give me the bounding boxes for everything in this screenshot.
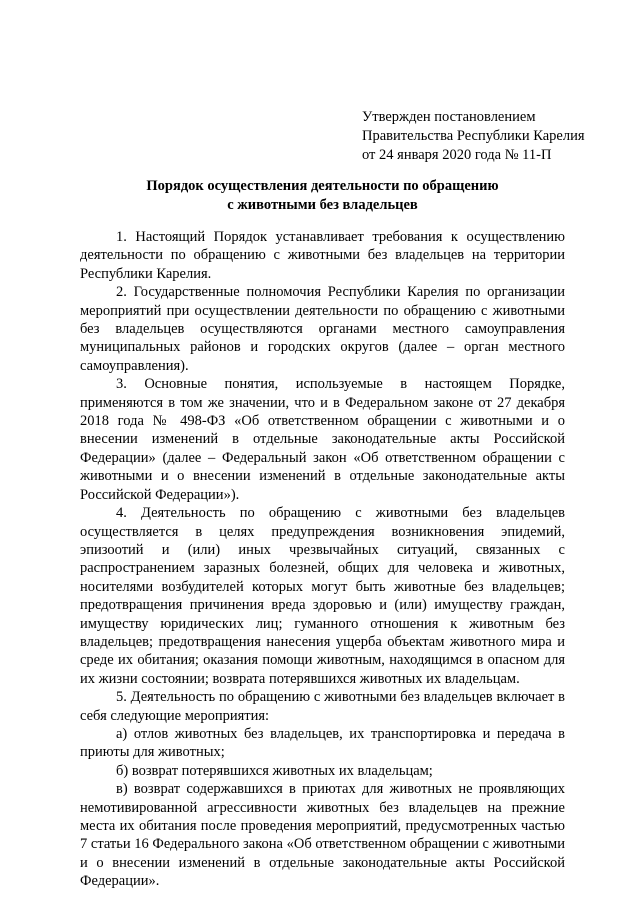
document-body (80, 228, 565, 891)
title-line: Порядок осуществления деятельности по обращению (146, 178, 499, 194)
approval-stamp (362, 108, 585, 165)
document-title (80, 177, 565, 215)
list-item-c: в) возврат содержавшихся в приютах для животных не проявляющих немотивированной агрессивности животных без владельцев на прежние места их обитания после проведения мероприятий, предусмотренных частью 7 статьи 16 Федерального закона «Об ответственном обращении с животными и о внесении изменений в отдельные законодательные акты Российской Федерации». (80, 781, 565, 890)
title-line: с животными без владельцев (227, 197, 418, 213)
approval-line: от 24 января 2020 года № 11-П (362, 147, 552, 163)
paragraph-3: 3. Основные понятия, используемые в настоящем Порядке, применяются в том же значении, что и в Федеральном законе от 27 декабря 2018 года № 498-ФЗ «Об ответственном обращении с животными и о внесении изменений в отдельные законодательные акты Российской Федерации» (далее – Федеральный закон «Об ответственном обращении с животными и о внесении изменений в отдельные законодательные акты Российской Федерации»). (80, 376, 565, 503)
paragraph-5: 5. Деятельность по обращению с животными без владельцев включает в себя следующие мероприятия: (80, 689, 565, 724)
list-item-a: а) отлов животных без владельцев, их транспортировка и передача в приюты для животных; (80, 725, 565, 761)
list-item-b: б) возврат потерявшихся животных их владельцам; (116, 762, 433, 779)
approval-line: Утвержден постановлением (362, 109, 536, 125)
approval-line: Правительства Республики Карелия (362, 128, 585, 144)
paragraph-1: 1. Настоящий Порядок устанавливает требования к осуществлению деятельности по обращению с животными без владельцев на территории Республики Карелия. (80, 229, 565, 282)
paragraph-2: 2. Государственные полномочия Республики Карелия по организации мероприятий при осуществлении деятельности по обращению с животными без владельцев осуществляются органами местного самоуправления муниципальных районов и городских округов (далее – орган местного самоуправления). (80, 284, 565, 374)
paragraph-4: 4. Деятельность по обращению с животными без владельцев осуществляется в целях предупреждения возникновения эпидемий, эпизоотий и (или) иных чрезвычайных ситуаций, связанных с распространением заразных болезней, общих для человека и животных, носителями возбудителей которых могут быть животные без владельцев; предотвращения причинения вреда здоровью и (или) имуществу граждан, имуществу юридических лиц; гуманного отношения к животным без владельцев; предотвращения нанесения ущерба объектам животного мира и среде их обитания; оказания помощи животным, находящимся в опасном для их жизни состоянии; возврата потерявшихся животных их владельцам. (80, 505, 565, 687)
